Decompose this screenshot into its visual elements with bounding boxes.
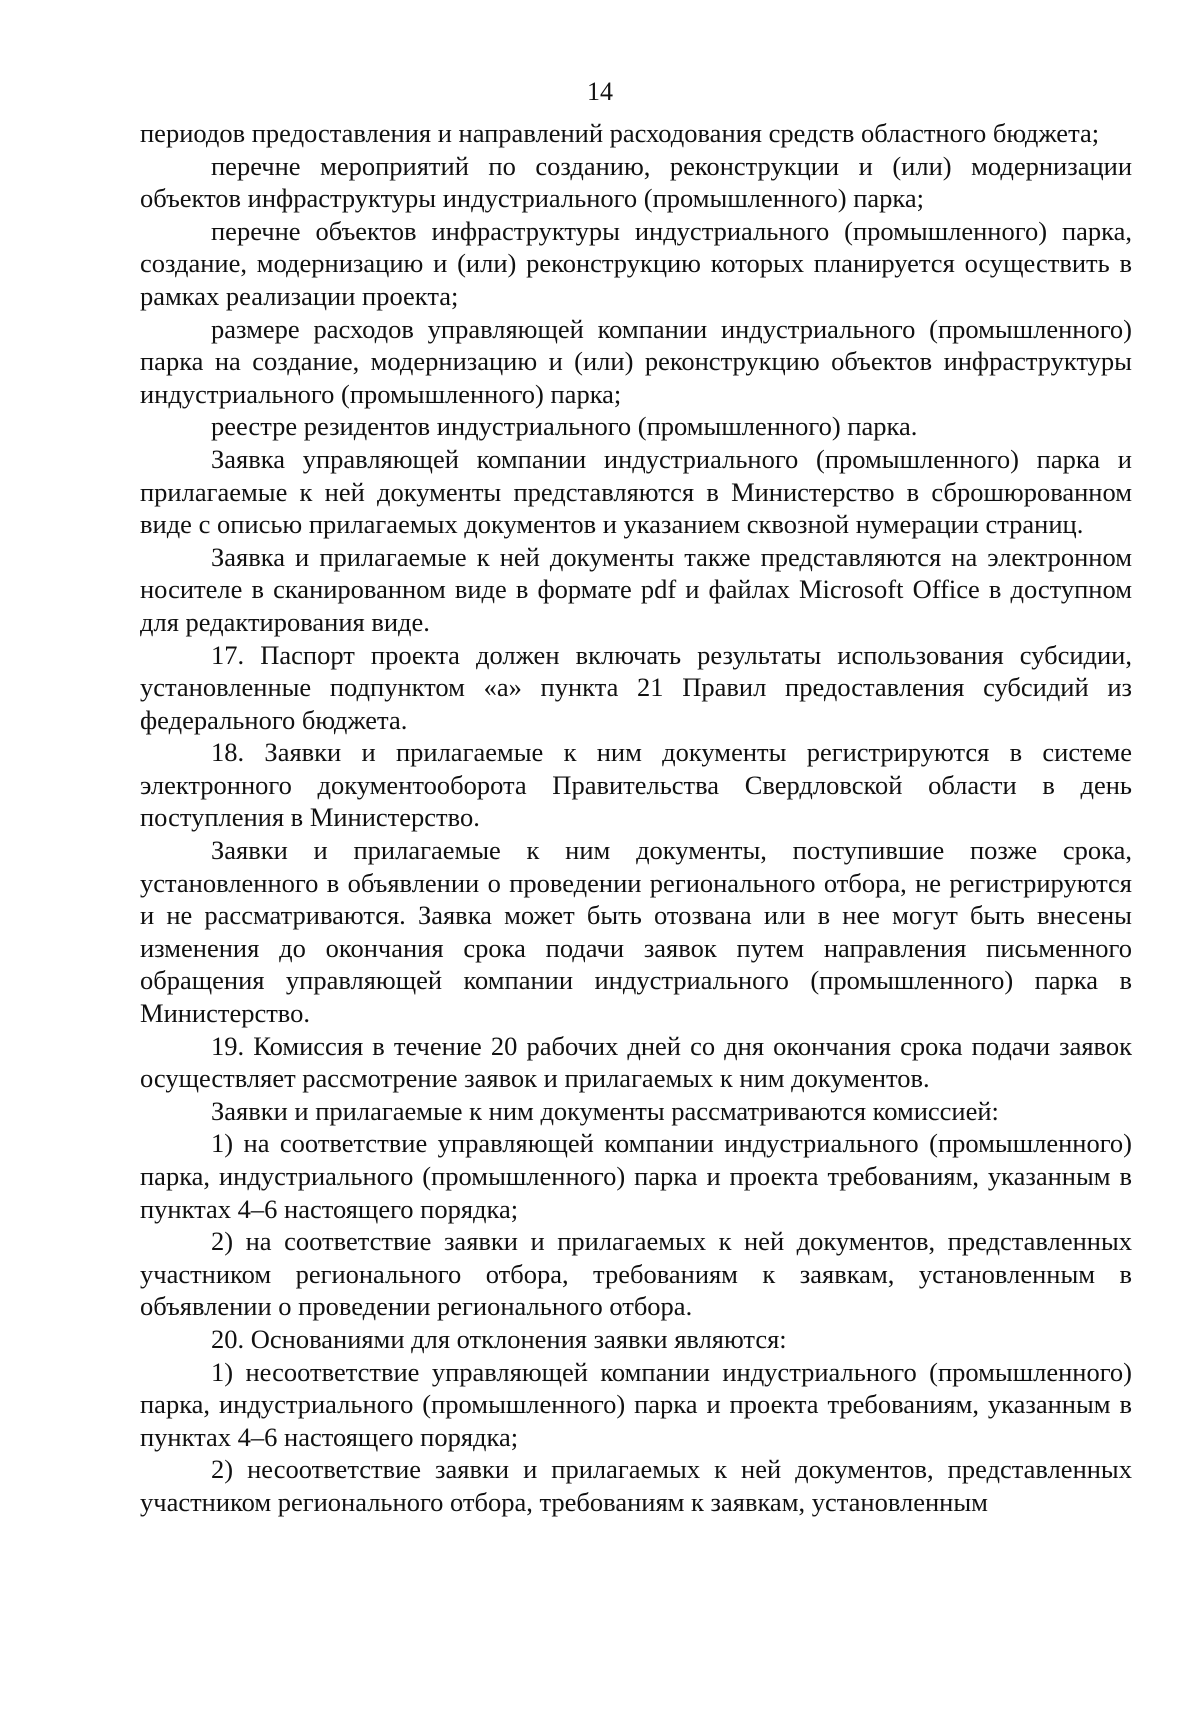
- paragraph-rejection-2: 2) несоответствие заявки и прилагаемых к ней документов, представленных участником регионального отбора, требованиям к заявкам, установленным: [140, 1454, 1132, 1517]
- paragraph-review-intro: Заявки и прилагаемые к ним документы рассматриваются комиссией:: [211, 1095, 999, 1126]
- paragraph-rejection-1: 1) несоответствие управляющей компании индустриального (промышленного) парка, индустриального (промышленного) парка и проекта требованиям, указанным в пунктах 4–6 настоящего порядка;: [140, 1356, 1132, 1452]
- paragraph-residents-register: реестре резидентов индустриального (промышленного) парка.: [211, 411, 918, 442]
- paragraph-late-applications: Заявки и прилагаемые к ним документы, поступившие позже срока, установленного в объявлении о проведении регионального отбора, не регистрируются и не рассматриваются. Заявка может быть отозвана или в нее могут быть внесены изменения до окончания срока подачи заявок путем направления письменного обращения управляющей компании индустриального (промышленного) парка в Министерство.: [140, 835, 1132, 1029]
- paragraph-electronic-copy: Заявка и прилагаемые к ней документы также представляются на электронном носителе в сканированном виде в формате pdf и файлах Microsoft Office в доступном для редактирования виде.: [140, 541, 1132, 637]
- paragraph-expenses-size: размере расходов управляющей компании индустриального (промышленного) парка на создание, модернизацию и (или) реконструкцию объектов инфраструктуры индустриального (промышленного) парка;: [140, 313, 1132, 409]
- paragraph-continuation: периодов предоставления и направлений расходования средств областного бюджета;: [140, 118, 1100, 148]
- paragraph-application-submission: Заявка управляющей компании индустриального (промышленного) парка и прилагаемые к ней документы представляются в Министерство в сброшюрованном виде с описью прилагаемых документов и указанием сквозной нумерации страниц.: [140, 443, 1132, 540]
- paragraph-item-19: 19. Комиссия в течение 20 рабочих дней со дня окончания срока подачи заявок осуществляет рассмотрение заявок и прилагаемых к ним документов.: [140, 1030, 1132, 1094]
- paragraph-item-18: 18. Заявки и прилагаемые к ним документы регистрируются в системе электронного документооборота Правительства Свердловской области в день поступления в Министерство.: [140, 737, 1132, 833]
- paragraph-review-2: 2) на соответствие заявки и прилагаемых к ней документов, представленных участником регионального отбора, требованиям к заявкам, установленным в объявлении о проведении регионального отбора.: [140, 1226, 1132, 1322]
- document-body: [140, 117, 1132, 1519]
- paragraph-event-list: перечне мероприятий по созданию, реконструкции и (или) модернизации объектов инфраструктуры индустриального (промышленного) парка;: [140, 150, 1132, 214]
- paragraph-item-20: 20. Основаниями для отклонения заявки являются:: [211, 1323, 787, 1354]
- paragraph-review-1: 1) на соответствие управляющей компании индустриального (промышленного) парка, индустриального (промышленного) парка и проекта требованиям, указанным в пунктах 4–6 настоящего порядка;: [140, 1128, 1132, 1224]
- paragraph-item-17: 17. Паспорт проекта должен включать результаты использования субсидии, установленные подпунктом «а» пункта 21 Правил предоставления субсидий из федерального бюджета.: [140, 639, 1132, 735]
- page-number: 14: [587, 77, 613, 106]
- paragraph-object-list: перечне объектов инфраструктуры индустриального (промышленного) парка, создание, модернизацию и (или) реконструкцию которых планируется осуществить в рамках реализации проекта;: [140, 215, 1132, 311]
